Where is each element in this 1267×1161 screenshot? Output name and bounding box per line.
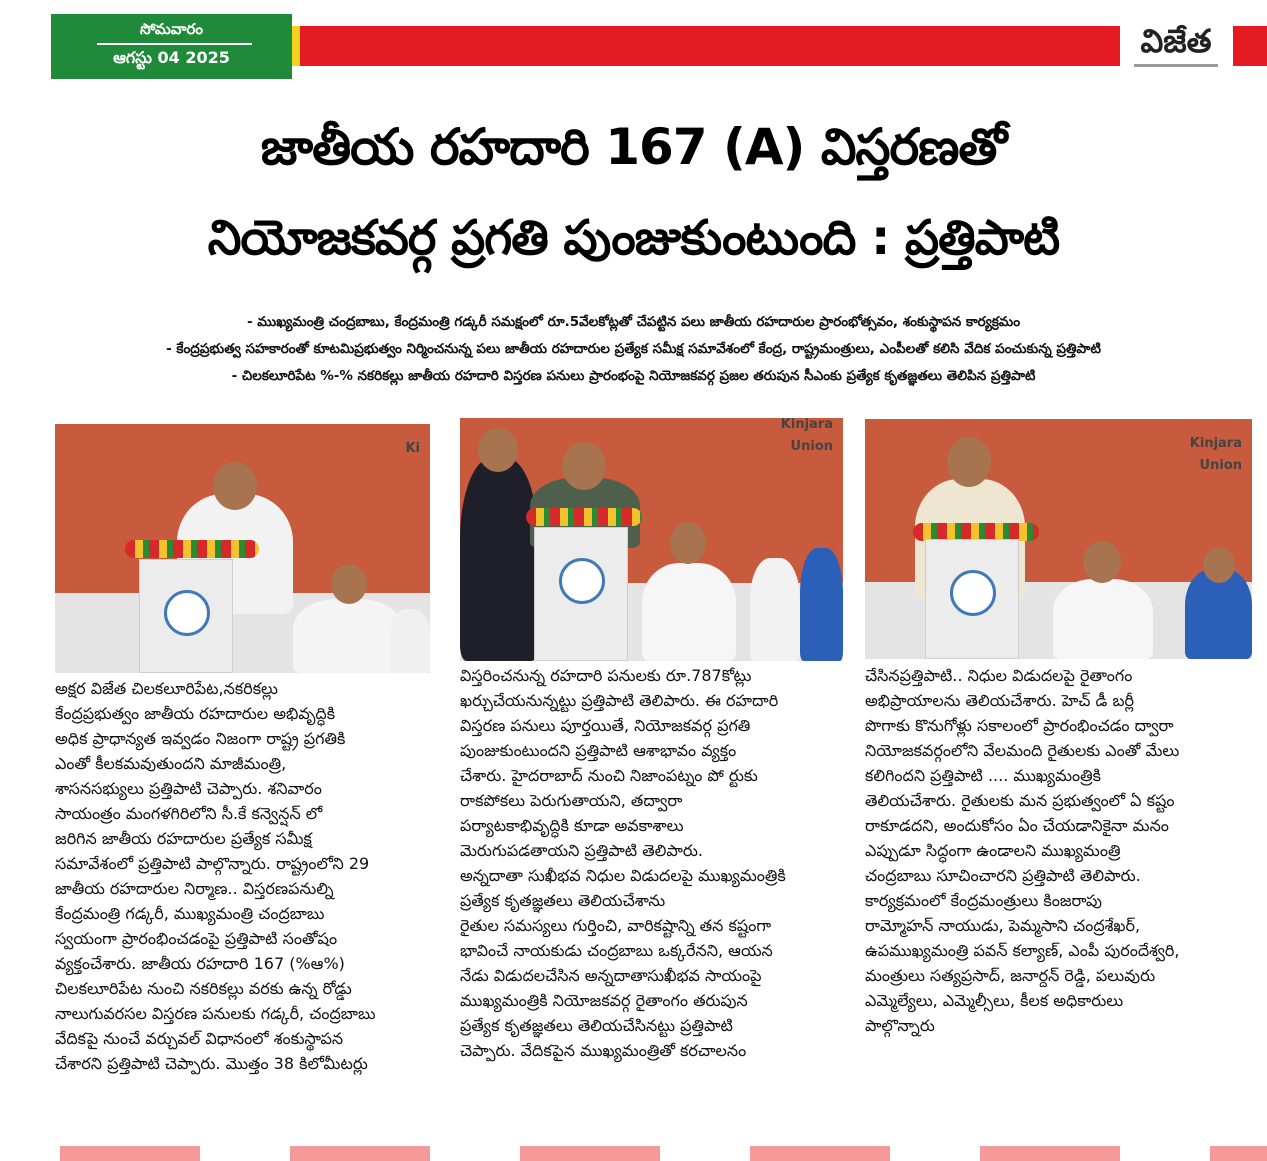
article-line: ప్రత్యేక కృతజ్ఞతలు తెలియచేశాను bbox=[460, 891, 666, 910]
emblem-icon bbox=[950, 570, 996, 616]
article-line: విస్తరణ పనులు పూర్తయితే, నియోజకవర్గ ప్రగతి bbox=[460, 716, 751, 735]
article-line: రాకపోకలు పెరుగుతాయని, తద్వారా bbox=[460, 791, 683, 810]
masthead bbox=[0, 0, 1267, 90]
article-line: ముఖ్యమంత్రికి నియోజకవర్గ రైతాంగం తరుపున bbox=[460, 991, 748, 1010]
article-line: ఎంతో కీలకమవుతుందని మాజీమంత్రి, bbox=[55, 754, 287, 773]
article-line: రైతుల సమస్యలు గుర్తించి, వారికష్టాన్ని తన కష్టంగా bbox=[460, 916, 772, 935]
article-line: కార్యక్రమంలో కేంద్రమంత్రులు కింజరాపు bbox=[865, 891, 1103, 910]
article-line: స్వయంగా ప్రారంభించడంపై ప్రత్తిపాటి సంతోషం bbox=[55, 929, 338, 948]
article-line: భావించే నాయకుడు చంద్రబాబు ఒక్కరేనని, ఆయన bbox=[460, 941, 773, 960]
article-line: రాకూడదని, అందుకోసం ఏం చేయడానికైనా మనం bbox=[865, 816, 1169, 835]
photo-banner-text: Ki bbox=[405, 441, 420, 456]
photo-person-head bbox=[1083, 541, 1121, 583]
article-line: కేంద్రప్రభుత్వం జాతీయ రహదారుల అభివృద్ధికి bbox=[55, 704, 336, 723]
logo-text: విజేత bbox=[1140, 22, 1212, 60]
newspaper-logo bbox=[1122, 18, 1230, 74]
article-line: నేడు విడుదలచేసిన అన్నదాతాసుఖీభవ సాయంపై bbox=[460, 966, 762, 985]
article-line: పొగాకు కొనుగోళ్లు సకాలంలో ప్రారంభించడం ద్వారా bbox=[865, 716, 1174, 735]
article-line: జరిగిన జాతీయ రహదారుల ప్రత్యేక సమీక్ష bbox=[55, 829, 312, 848]
day-label: సోమవారం bbox=[140, 20, 203, 38]
photo-person-head bbox=[562, 442, 606, 490]
article-line: అధిక ప్రాధాన్యత ఇవ్వడం నిజంగా రాష్ట్ర ప్రగతికి bbox=[55, 729, 346, 748]
article-line: తెలియచేశారు. రైతులకు మన ప్రభుత్వంలో ఏ కష్టం bbox=[865, 791, 1175, 810]
photo-speaker-1 bbox=[55, 424, 430, 673]
logo-tagline-bar bbox=[1134, 64, 1218, 67]
photo-person bbox=[800, 548, 843, 661]
photo-person bbox=[642, 563, 736, 661]
article-line: విస్తరించనున్న రహదారి పనులకు రూ.787కోట్లు bbox=[460, 666, 752, 685]
article-line: పర్యాటకాభివృద్ధికి కూడా అవకాశాలు bbox=[460, 816, 684, 835]
article-line: ఉపముఖ్యమంత్రి పవన్ కల్యాణ్, ఎంపీ పురందేశ్వరి, bbox=[865, 941, 1180, 960]
emblem-icon bbox=[164, 590, 210, 636]
article-line: నాలుగువరసల విస్తరణ పనులకు గడ్కరీ, చంద్రబాబు bbox=[55, 1004, 376, 1023]
banner-line-1: Kinjara bbox=[780, 418, 833, 432]
article-line: చేసినప్రత్తిపాటి.. నిధుల విడుదలపై రైతాంగం bbox=[865, 666, 1133, 685]
article-line: కేంద్రమంత్రి గడ్కరీ, ముఖ్యమంత్రి చంద్రబాబు bbox=[55, 904, 325, 923]
red-header-bar-tail bbox=[1233, 26, 1267, 66]
headline-line-1: జాతీయ రహదారి 167 (A) విస్తరణతో bbox=[260, 118, 1007, 176]
article-line: కలిగిందని ప్రత్తిపాటి .... ముఖ్యమంత్రికి bbox=[865, 766, 1101, 785]
article-line: మెరుగుపడతాయని ప్రత్తిపాటి తెలిపారు. bbox=[460, 841, 704, 860]
article-line: రామ్మోహన్ నాయుడు, పెమ్మసాని చంద్రశేఖర్, bbox=[865, 916, 1141, 935]
article-line: పాల్గొన్నారు bbox=[865, 1016, 935, 1035]
subhead-bullets bbox=[20, 309, 1247, 390]
photo-person-head bbox=[478, 428, 518, 472]
banner-line-2: Union bbox=[790, 439, 833, 454]
photo-person bbox=[293, 599, 403, 673]
photo-person-head bbox=[670, 522, 706, 564]
next-headline-cutoff bbox=[0, 1146, 1267, 1161]
podium-flowers bbox=[526, 508, 642, 526]
photo-person-head bbox=[331, 564, 367, 604]
yellow-accent-strip bbox=[292, 26, 300, 66]
article-line: సాయంత్రం మంగళగిరిలోని సీ.కే కన్వెన్షన్ లో bbox=[55, 804, 323, 823]
article-line: నియోజకవర్గంలోని వేలమంది రైతులకు ఎంతో మేలు bbox=[865, 741, 1180, 760]
photo-speaker-3 bbox=[865, 419, 1252, 659]
photo-banner-text bbox=[1190, 433, 1242, 477]
article-line: మంత్రులు సత్యప్రసాద్, జనార్దన్ రెడ్డి, పలువురు bbox=[865, 966, 1156, 985]
article-line: చేశారు. హైదరాబాద్ నుంచి నిజాంపట్నం పో ర్టుకు bbox=[460, 766, 758, 785]
article-line: చెప్పారు. వేదికపైన ముఖ్యమంత్రితో కరచాలనం bbox=[460, 1041, 747, 1060]
date-box bbox=[51, 14, 292, 79]
subhead-bullet-2: - కేంద్రప్రభుత్వ సహకారంతో కూటమిప్రభుత్వం నిర్మించనున్న పలు జాతీయ రహదారుల ప్రత్యేక సమీక్ష సమావేశంలో కేంద్ర, రాష్ట్రమంత్రులు, ఎంపీలతో కలిసి వేదిక పంచుకున్న ప్రత్తిపాటి bbox=[166, 341, 1101, 357]
podium-flowers bbox=[125, 540, 259, 558]
article-line: అన్నదాతా సుఖీభవ నిధుల విడుదలపై ముఖ్యమంత్రికి bbox=[460, 866, 786, 885]
article-line: ఎమ్మెల్యేలు, ఎమ్మెల్సీలు, కీలక అధికారులు bbox=[865, 991, 1124, 1010]
photo-person-head bbox=[1203, 547, 1235, 583]
article-line: శాసనసభ్యులు ప్రత్తిపాటి చెప్పారు. శనివారం bbox=[55, 779, 322, 798]
banner-line-1: Kinjara bbox=[1189, 436, 1242, 451]
podium bbox=[925, 539, 1019, 659]
photo-person bbox=[750, 558, 800, 661]
article-line: ఖర్చుచేయనున్నట్టు ప్రత్తిపాటి తెలిపారు. ఈ రహదారి bbox=[460, 691, 779, 710]
podium bbox=[139, 559, 233, 673]
article-line: వ్యక్తంచేశారు. జాతీయ రహదారి 167 (%ఆ%) bbox=[55, 954, 345, 973]
photo-banner-text bbox=[781, 418, 833, 458]
emblem-icon bbox=[559, 558, 605, 604]
red-header-bar bbox=[300, 26, 1120, 66]
article-line: జాతీయ రహదారుల నిర్మాణ.. విస్తరణపనుల్ని bbox=[55, 879, 334, 898]
article-line: సమావేశంలో ప్రత్తిపాటి పాల్గొన్నారు. రాష్ట్రంలోని 29 bbox=[55, 854, 370, 873]
headline-line-2: నియోజకవర్గ ప్రగతి పుంజుకుంటుంది : ప్రత్తిపాటి bbox=[207, 210, 1060, 266]
article-line: చంద్రబాబు సూచించారని ప్రత్తిపాటి తెలిపారు. bbox=[865, 866, 1141, 885]
article-line: అభిప్రాయాలను తెలియచేశారు. హెచ్ డీ బర్లీ bbox=[865, 691, 1134, 710]
subhead-bullet-1: - ముఖ్యమంత్రి చంద్రబాబు, కేంద్రమంత్రి గడ్కరీ సమక్షంలో రూ.5వేలకోట్లతో చేపట్టిన పలు జాతీయ రహదారుల ప్రారంభోత్సవం, శంకుస్థాపన కార్యక్రమం bbox=[246, 314, 1021, 330]
subhead-bullet-3: - చిలకలూరిపేట %-% నకరికల్లు జాతీయ రహదారి విస్తరణ పనులు ప్రారంభంపై నియోజకవర్గ ప్రజల తరుపున సీఎంకు ప్రత్యేక కృతజ్ఞతలు తెలిపిన ప్రత్తిపాటి bbox=[231, 368, 1036, 384]
photo-person bbox=[1053, 579, 1153, 659]
article-line: చేశారని ప్రత్తిపాటి చెప్పారు. మొత్తం 38 కిలోమీటర్లు bbox=[55, 1054, 368, 1073]
photo-person-head bbox=[213, 462, 257, 510]
banner-line-2: Union bbox=[1199, 458, 1242, 473]
article-line: చిలకలూరిపేట నుంచి నకరికల్లు వరకు ఉన్న రోడ్డు bbox=[55, 979, 352, 998]
article-line: పుంజుకుంటుందని ప్రత్తిపాటి ఆశాభావం వ్యక్తం bbox=[460, 741, 737, 760]
photo-person bbox=[460, 458, 538, 661]
photo-person bbox=[390, 609, 430, 673]
date-label: ఆగస్టు 04 2025 bbox=[113, 48, 230, 67]
article-line: ప్రత్యేక కృతజ్ఞతలు తెలియచేసినట్టు ప్రత్తిపాటి bbox=[460, 1016, 733, 1035]
date-divider bbox=[97, 43, 252, 45]
article-line: ఎప్పుడూ సిద్ధంగా ఉండాలని ముఖ్యమంత్రి bbox=[865, 841, 1121, 860]
podium bbox=[534, 527, 628, 661]
photo-person-head bbox=[947, 437, 991, 487]
article-line: వేదికపై నుంచే వర్చువల్ విధానంలో శంకుస్థాపన bbox=[55, 1029, 344, 1048]
article-line: అక్షర విజేత చిలకలూరిపేట,నకరికల్లు bbox=[55, 679, 278, 698]
photo-speaker-2 bbox=[460, 418, 843, 661]
